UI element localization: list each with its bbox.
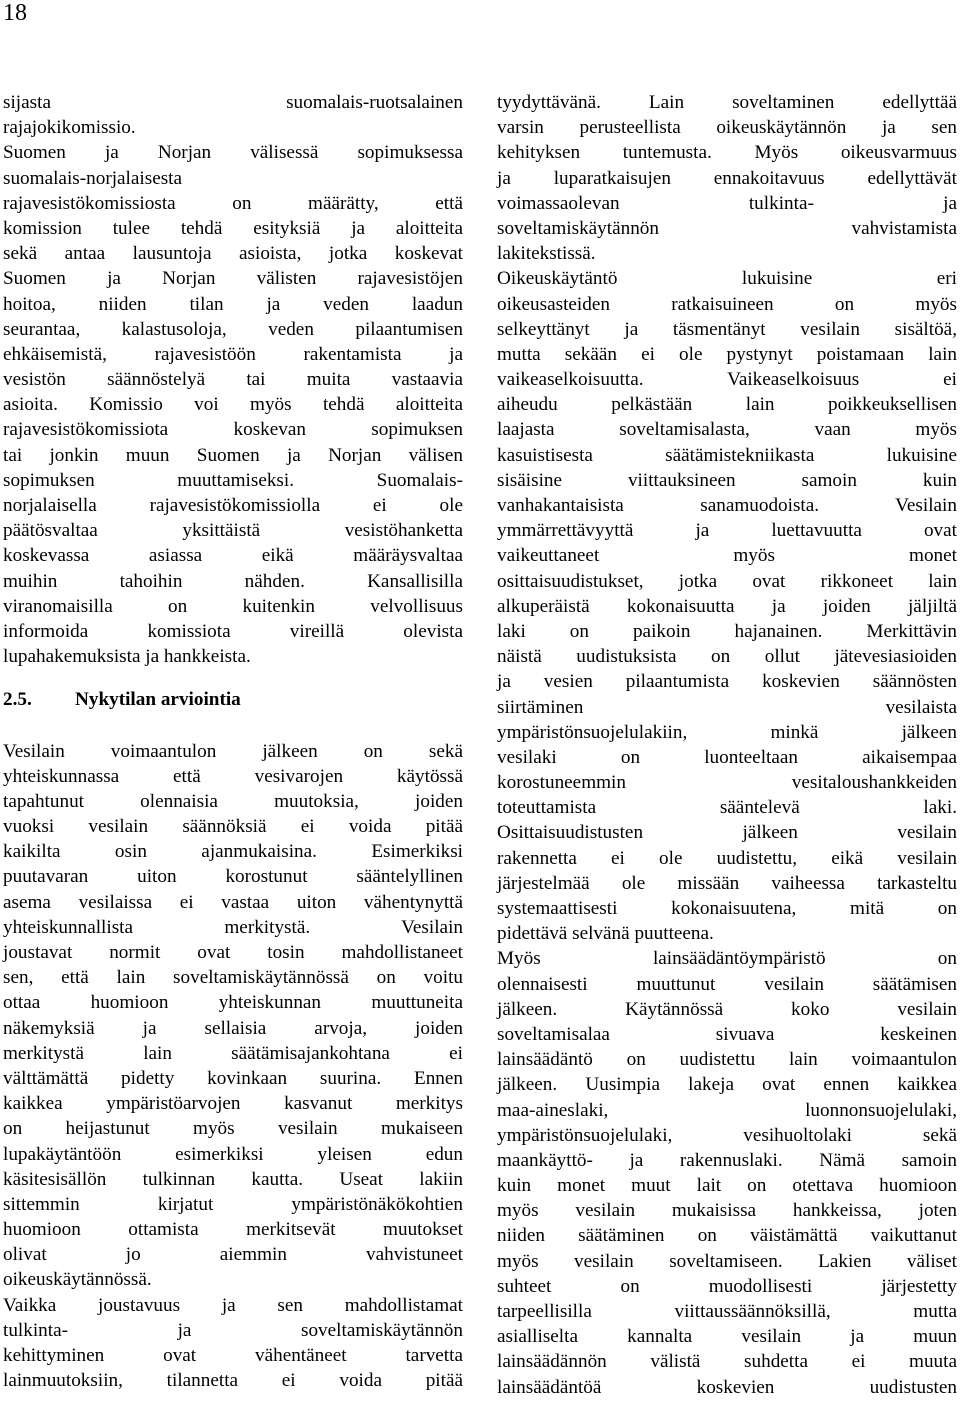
text-line: ympäristönsuojelulakiin, minkä jälkeen — [497, 721, 957, 743]
text-line: tyydyttävänä. Lain soveltaminen edellyttää — [497, 92, 957, 113]
text-line: järjestelmää ole missään vaiheessa tarkasteltu — [497, 872, 957, 894]
text-line: suhteet on muodollisesti järjestetty — [497, 1275, 957, 1297]
text-line: selkeyttänyt ja täsmentänyt vesilain sisältöä, — [497, 318, 957, 340]
text-line: välttämättä pidetty kovinkaan suurina. Ennen — [3, 1067, 463, 1089]
text-line: kasuistisesta säätämistekniikasta lukuisine — [497, 444, 957, 466]
text-line: viranomaisilla on kuitenkin velvollisuus — [3, 595, 463, 617]
text-line: Osittaisuudistusten jälkeen vesilain — [497, 822, 957, 844]
text-line: ja vesien pilaantumista koskevien säännösten — [497, 671, 957, 693]
text-line: suomalais-norjalaisesta — [3, 167, 183, 189]
text-line: rajajokikomissio. — [3, 117, 136, 139]
text-line: koskevassa asiassa eikä määräysvaltaa — [3, 545, 463, 567]
text-line: muihin tahoihin nähden. Kansallisilla — [3, 570, 463, 592]
text-line: olennaisesti muuttunut vesilain säätämisen — [497, 973, 957, 995]
page-number: 18 — [3, 0, 27, 26]
text-line: näkemyksiä ja sellaisia arvoja, joiden — [3, 1017, 463, 1039]
text-line: sopimuksen muuttamiseksi. Suomalais- — [3, 469, 463, 491]
text-line: rajavesistökomissiota koskevan sopimuksen — [3, 419, 463, 441]
text-line: tulkinta- ja soveltamiskäytännön — [3, 1319, 463, 1341]
text-line: vuoksi vesilain säännöksiä ei voida pitää — [3, 816, 463, 838]
text-line: laki on paikoin hajanainen. Merkittävin — [497, 620, 957, 642]
section-title: Nykytilan arviointia — [75, 689, 241, 711]
text-line: päätösvaltaa yksittäistä vesistöhanketta — [3, 520, 463, 542]
left-column — [3, 90, 463, 1393]
text-line: soveltamiskäytännön vahvistamista — [497, 217, 957, 239]
paragraph — [497, 90, 957, 266]
text-line: korostuneemmin vesitaloushankkeiden — [497, 772, 957, 794]
text-line: ja luparatkaisujen ennakoitavuus edellyttävät — [497, 167, 957, 189]
text-line: maa-aineslaki, luonnonsuojelulaki, — [497, 1099, 957, 1121]
spacer — [3, 713, 463, 739]
text-line: Suomen ja Norjan välisten rajavesistöjen — [3, 268, 463, 290]
text-line: vaikeaselkoisuutta. Vaikeaselkoisuus ei — [497, 369, 957, 391]
text-line: maankäyttö- ja rakennuslaki. Nämä samoin — [497, 1149, 957, 1171]
text-line: Vesilain voimaantulon jälkeen on sekä — [3, 740, 463, 762]
text-line: kaikilta osin ajanmukaisina. Esimerkiksi — [3, 841, 463, 863]
section-heading — [3, 687, 463, 712]
text-line: rakennetta ei ole uudistettu, eikä vesilain — [497, 847, 957, 869]
text-line: myös vesilain soveltamiseen. Lakien väliset — [497, 1250, 957, 1272]
text-line: pidettävä selvänä puutteena. — [497, 923, 714, 945]
text-line: systemaattisesti kokonaisuutena, mitä on — [497, 898, 957, 919]
text-line: myös vesilain mukaisissa hankkeissa, joten — [497, 1200, 957, 1222]
text-line: on heijastunut myös vesilain mukaiseen — [3, 1118, 463, 1140]
text-line: oikeuskäytännössä. — [3, 1269, 152, 1291]
text-line: lakitekstissä. — [497, 243, 596, 265]
text-line: tarpeellisilla viittaussäännöksillä, mutta — [497, 1301, 957, 1322]
text-line: näistä uudistuksista on ollut jätevesiasioiden — [497, 646, 957, 668]
text-line: komission tulee tehdä esityksiä ja aloitteita — [3, 217, 463, 239]
paragraph — [3, 140, 463, 669]
text-line: niiden säätäminen on väistämättä vaikuttanut — [497, 1225, 957, 1247]
text-line: voimassaolevan tulkinta- ja — [497, 192, 957, 214]
text-line: sen, että lain soveltamiskäytännössä on voitu — [3, 967, 463, 989]
text-line: sittemmin kirjatut ympäristönäkökohtien — [3, 1193, 463, 1215]
text-line: soveltamisalaa sivuava keskeinen — [497, 1023, 957, 1045]
text-line: aiheudu pelkästään lain poikkeuksellisen — [497, 394, 957, 416]
text-line: informoida komissiota vireillä olevista — [3, 620, 463, 642]
text-line: asioita. Komissio voi myös tehdä aloitteita — [3, 394, 463, 416]
paragraph — [3, 90, 463, 140]
text-line: varsin perusteellista oikeuskäytännön ja sen — [497, 117, 957, 139]
text-line: asialliselta kannalta vesilain ja muun — [497, 1326, 957, 1348]
text-line: tai jonkin muun Suomen ja Norjan välisen — [3, 444, 463, 466]
section-number: 2.5. — [3, 689, 32, 711]
text-line: merkitystä lain säätämisajankohtana ei — [3, 1042, 463, 1064]
text-line: jälkeen. Uusimpia lakeja ovat ennen kaikkea — [497, 1074, 957, 1096]
text-line: lupakäytäntöön esimerkiksi yleisen edun — [3, 1143, 463, 1165]
text-line: kehittyminen ovat vähentäneet tarvetta — [3, 1345, 463, 1366]
text-line: ottaa huomioon yhteiskunnan muuttuneita — [3, 992, 463, 1014]
text-line: olivat jo aiemmin vahvistuneet — [3, 1244, 463, 1266]
text-line: vanhakantaisista sanamuodoista. Vesilain — [497, 495, 957, 516]
text-line: tapahtunut olennaisia muutoksia, joiden — [3, 790, 463, 812]
text-line: kaikkea ympäristöarvojen kasvanut merkitys — [3, 1093, 463, 1115]
text-line: Suomen ja Norjan välisessä sopimuksessa — [3, 142, 463, 164]
text-line: oikeusasteiden ratkaisuineen on myös — [497, 293, 957, 315]
text-line: laajasta soveltamisalasta, vaan myös — [497, 419, 957, 441]
text-line: toteuttamista sääntelevä laki. — [497, 797, 957, 819]
text-line: lainsäädäntöä koskevien uudistusten — [497, 1376, 957, 1398]
paragraph — [497, 946, 957, 1399]
right-column — [497, 90, 957, 1400]
text-line: siirtäminen vesilaista — [497, 696, 957, 718]
text-line: kuin monet muut lait on otettava huomioon — [497, 1175, 957, 1197]
text-line: jälkeen. Käytännössä koko vesilain — [497, 998, 957, 1020]
text-line: yhteiskunnallista merkitystä. Vesilain — [3, 916, 463, 938]
text-line: ympäristönsuojelulaki, vesihuoltolaki sekä — [497, 1124, 957, 1146]
text-line: lupahakemuksista ja hankkeista. — [3, 646, 251, 668]
text-line: Myös lainsäädäntöympäristö on — [497, 948, 957, 970]
text-line: sisäisine viittauksineen samoin kuin — [497, 469, 957, 491]
text-line: huomioon ottamista merkitsevät muutokset — [3, 1219, 463, 1241]
text-line: yhteiskunnassa että vesivarojen käytössä — [3, 765, 463, 787]
text-line: Vaikka joustavuus ja sen mahdollistamat — [3, 1294, 463, 1316]
text-line: lainsäädäntö on uudistettu lain voimaantulon — [497, 1049, 957, 1071]
text-line: alkuperäistä kokonaisuutta ja joiden jäljiltä — [497, 595, 957, 617]
text-line: asema vesilaissa ei vastaa uiton vähentynyttä — [3, 891, 463, 913]
text-line: hoitoa, niiden tilan ja veden laadun — [3, 293, 463, 315]
text-line: ehkäisemistä, rajavesistöön rakentamista ja — [3, 343, 463, 365]
spacer — [3, 669, 463, 687]
text-line: vesilaki on luonteeltaan aikaisempaa — [497, 746, 957, 768]
text-line: sekä antaa lausuntoja asioista, jotka koskevat — [3, 243, 463, 265]
text-line: vesistön säännöstelyä tai muita vastaavia — [3, 369, 463, 391]
text-line: norjalaisella rajavesistökomissiolla ei ole — [3, 495, 463, 516]
text-line: rajavesistökomissiosta on määrätty, että — [3, 192, 463, 214]
text-line: seurantaa, kalastusoloja, veden pilaantumisen — [3, 318, 463, 340]
text-line: Oikeuskäytäntö lukuisine eri — [497, 268, 957, 290]
text-line: joustavat normit ovat tosin mahdollistaneet — [3, 942, 463, 963]
text-line: käsitesisällön tulkinnan kautta. Useat lakiin — [3, 1168, 463, 1190]
text-line: ymmärrettävyyttä ja luettavuutta ovat — [497, 520, 957, 542]
text-line: mutta sekään ei ole pystynyt poistamaan lain — [497, 343, 957, 365]
text-line: lainsäädännön välistä suhdetta ei muuta — [497, 1351, 957, 1373]
text-line: lainmuutoksiin, tilannetta ei voida pitää — [3, 1370, 463, 1392]
text-line: vaikeuttaneet myös monet — [497, 545, 957, 567]
text-line: puutavaran uiton korostunut sääntelyllinen — [3, 866, 463, 888]
paragraph — [3, 1293, 463, 1394]
text-line: sijasta suomalais-ruotsalainen — [3, 92, 463, 113]
paragraph — [3, 739, 463, 1293]
text-line: osittaisuudistukset, jotka ovat rikkoneet lain — [497, 570, 957, 592]
text-line: kehityksen tuntemusta. Myös oikeusvarmuus — [497, 142, 957, 164]
paragraph — [497, 266, 957, 946]
